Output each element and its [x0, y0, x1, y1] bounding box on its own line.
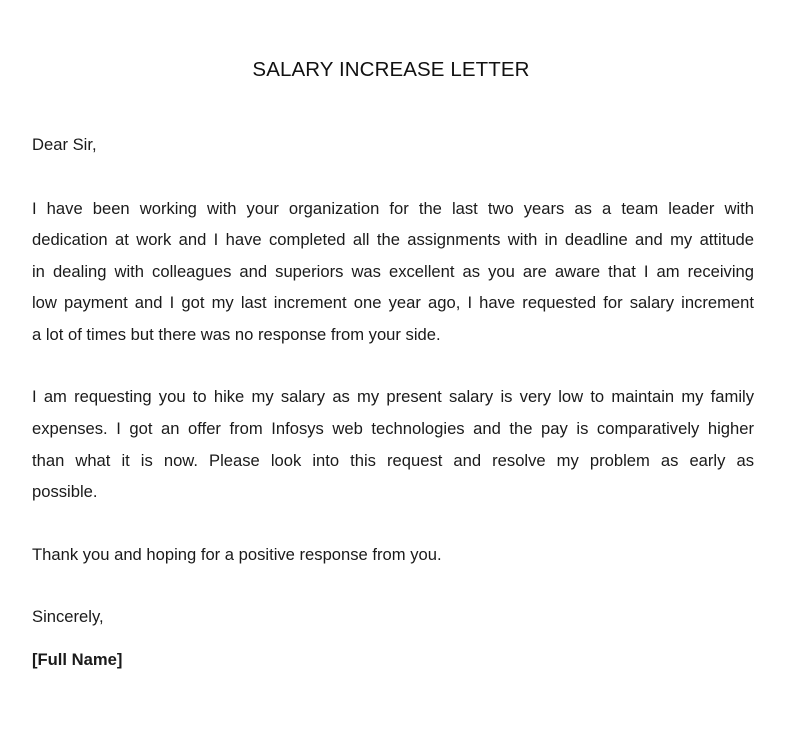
letter-title: SALARY INCREASE LETTER — [252, 58, 530, 81]
paragraph-1-line-4: low payment and I got my last increment one year ago, I have requested for salary increment — [32, 293, 754, 312]
thanks-line: Thank you and hoping for a positive response from you. — [32, 545, 442, 564]
paragraph-1-line-5: a lot of times but there was no response from your side. — [32, 325, 441, 344]
salutation: Dear Sir, — [32, 135, 97, 154]
paragraph-2-line-4: possible. — [32, 482, 98, 501]
paragraph-1-line-3: in dealing with colleagues and superiors was excellent as you are aware that I am receiving — [32, 262, 754, 281]
paragraph-2-line-3: than what it is now. Please look into this request and resolve my problem as early as — [32, 451, 754, 470]
signature-name: [Full Name] — [32, 650, 123, 669]
paragraph-2-line-1: I am requesting you to hike my salary as my present salary is very low to maintain my family — [32, 387, 754, 406]
paragraph-1-line-1: I have been working with your organization for the last two years as a team leader with — [32, 199, 754, 218]
closing: Sincerely, — [32, 607, 104, 626]
paragraph-1-line-2: dedication at work and I have completed all the assignments with in deadline and my attitude — [32, 230, 754, 249]
paragraph-2-line-2: expenses. I got an offer from Infosys web technologies and the pay is comparatively higher — [32, 419, 754, 438]
